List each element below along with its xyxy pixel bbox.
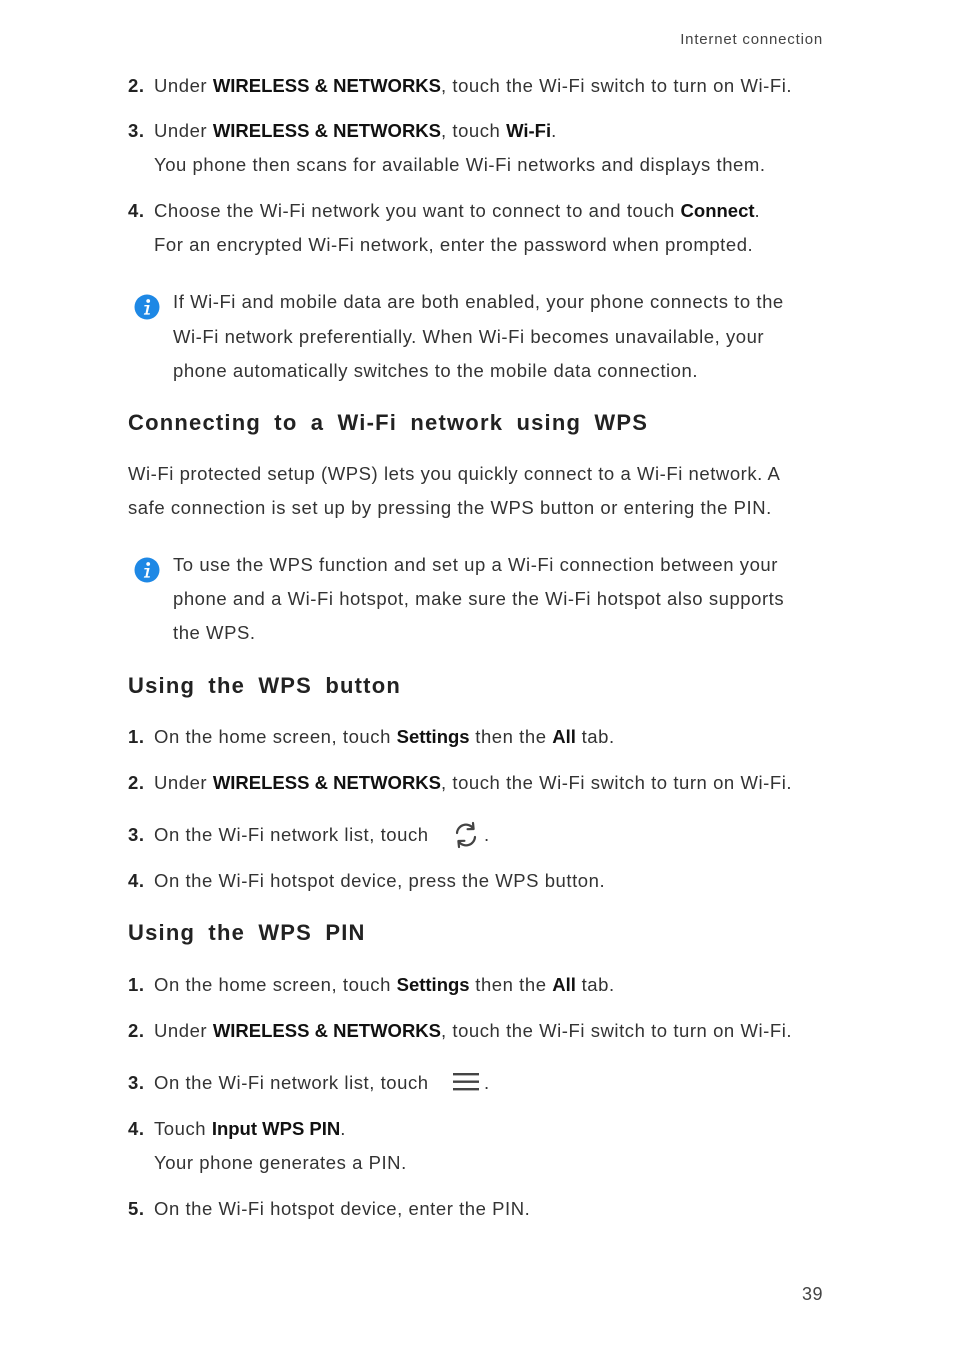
step-3-continuation: You phone then scans for available Wi-Fi networks and displays them. (154, 154, 766, 175)
step-number: 3. (128, 120, 145, 141)
text: Under (154, 1020, 213, 1041)
text: . (754, 200, 761, 221)
page-header-title: Internet connection (680, 31, 823, 48)
text: tab. (575, 726, 615, 747)
note-line: phone and a Wi-Fi hotspot, make sure the Wi-Fi hotspot also supports (173, 588, 785, 609)
step-text (154, 725, 615, 749)
text: . (551, 120, 557, 141)
info-icon (134, 294, 160, 320)
text: tab. (575, 974, 615, 995)
text: Under (154, 120, 213, 141)
text: On the home screen, touch (154, 726, 397, 747)
step-number: 3. (128, 824, 145, 845)
wps-pin-step-3 (0, 1068, 954, 1098)
step-text (154, 1071, 429, 1095)
text: On the home screen, touch (154, 974, 397, 995)
step-text: On the Wi-Fi hotspot device, press the WPS button. (154, 870, 606, 891)
step-number: 4. (128, 870, 145, 891)
step-text (154, 1117, 346, 1141)
note-line: phone automatically switches to the mobile data connection. (173, 360, 699, 381)
text: On the Wi-Fi network list, touch (154, 824, 429, 845)
step-text (154, 771, 792, 795)
bold-text: WIRELESS & NETWORKS (212, 772, 441, 793)
note-line: If Wi-Fi and mobile data are both enabled, your phone connects to the (173, 291, 784, 312)
step-number: 1. (128, 726, 145, 747)
text: On the Wi-Fi network list, touch (154, 1072, 429, 1093)
note-line: Wi-Fi network preferentially. When Wi-Fi becomes unavailable, your (173, 326, 765, 347)
text: . (484, 1072, 490, 1093)
text: Choose the Wi-Fi network you want to connect to and touch (154, 200, 681, 221)
wps-pin-step-4-continuation: Your phone generates a PIN. (154, 1152, 407, 1173)
bold-text: Connect (680, 200, 755, 221)
bold-text: Settings (396, 726, 470, 747)
note-line: To use the WPS function and set up a Wi-Fi connection between your (173, 554, 778, 575)
step-text: On the Wi-Fi hotspot device, enter the PIN. (154, 1198, 531, 1219)
wps-button-step-3 (0, 820, 954, 850)
bold-text: WIRELESS & NETWORKS (212, 75, 441, 96)
step-number: 4. (128, 200, 145, 221)
step-number: 2. (128, 1020, 145, 1041)
text: , touch the Wi-Fi switch to turn on Wi-Fi. (441, 772, 793, 793)
bold-text: Settings (396, 974, 470, 995)
text: then the (469, 974, 553, 995)
section-heading-wps: Connecting to a Wi-Fi network using WPS (128, 410, 649, 435)
section-heading-wps-button: Using the WPS button (128, 673, 401, 698)
text: . (340, 1118, 346, 1139)
step-number: 3. (128, 1072, 145, 1093)
step-4-continuation: For an encrypted Wi-Fi network, enter the password when prompted. (154, 234, 754, 255)
bold-text: Wi-Fi (506, 120, 552, 141)
intro-line: Wi-Fi protected setup (WPS) lets you quickly connect to a Wi-Fi network. A (128, 463, 781, 484)
refresh-icon (451, 820, 481, 850)
page-number: 39 (801, 1284, 823, 1304)
intro-line: safe connection is set up by pressing the WPS button or entering the PIN. (128, 497, 772, 518)
step-number: 2. (128, 75, 145, 96)
step-number: 2. (128, 772, 145, 793)
text: , touch (441, 120, 507, 141)
step-text (154, 1019, 792, 1043)
bold-text: Input WPS PIN (211, 1118, 341, 1139)
menu-icon (451, 1069, 481, 1095)
step-text (154, 823, 429, 847)
step-text (154, 199, 760, 223)
step-text (154, 74, 792, 98)
text: Touch (154, 1118, 212, 1139)
text: . (484, 824, 490, 845)
bold-text: All (552, 974, 576, 995)
bold-text: WIRELESS & NETWORKS (212, 120, 441, 141)
step-number: 4. (128, 1118, 145, 1139)
bold-text: WIRELESS & NETWORKS (212, 1020, 441, 1041)
note-line: the WPS. (173, 622, 256, 643)
bold-text: All (552, 726, 576, 747)
step-number: 1. (128, 974, 145, 995)
section-heading-wps-pin: Using the WPS PIN (128, 920, 366, 945)
text: , touch the Wi-Fi switch to turn on Wi-Fi. (441, 75, 793, 96)
text: then the (469, 726, 553, 747)
step-number: 5. (128, 1198, 145, 1219)
step-text (154, 119, 557, 143)
text: Under (154, 772, 213, 793)
text: Under (154, 75, 213, 96)
info-icon (134, 557, 160, 583)
text: , touch the Wi-Fi switch to turn on Wi-Fi. (441, 1020, 793, 1041)
step-text (154, 973, 615, 997)
